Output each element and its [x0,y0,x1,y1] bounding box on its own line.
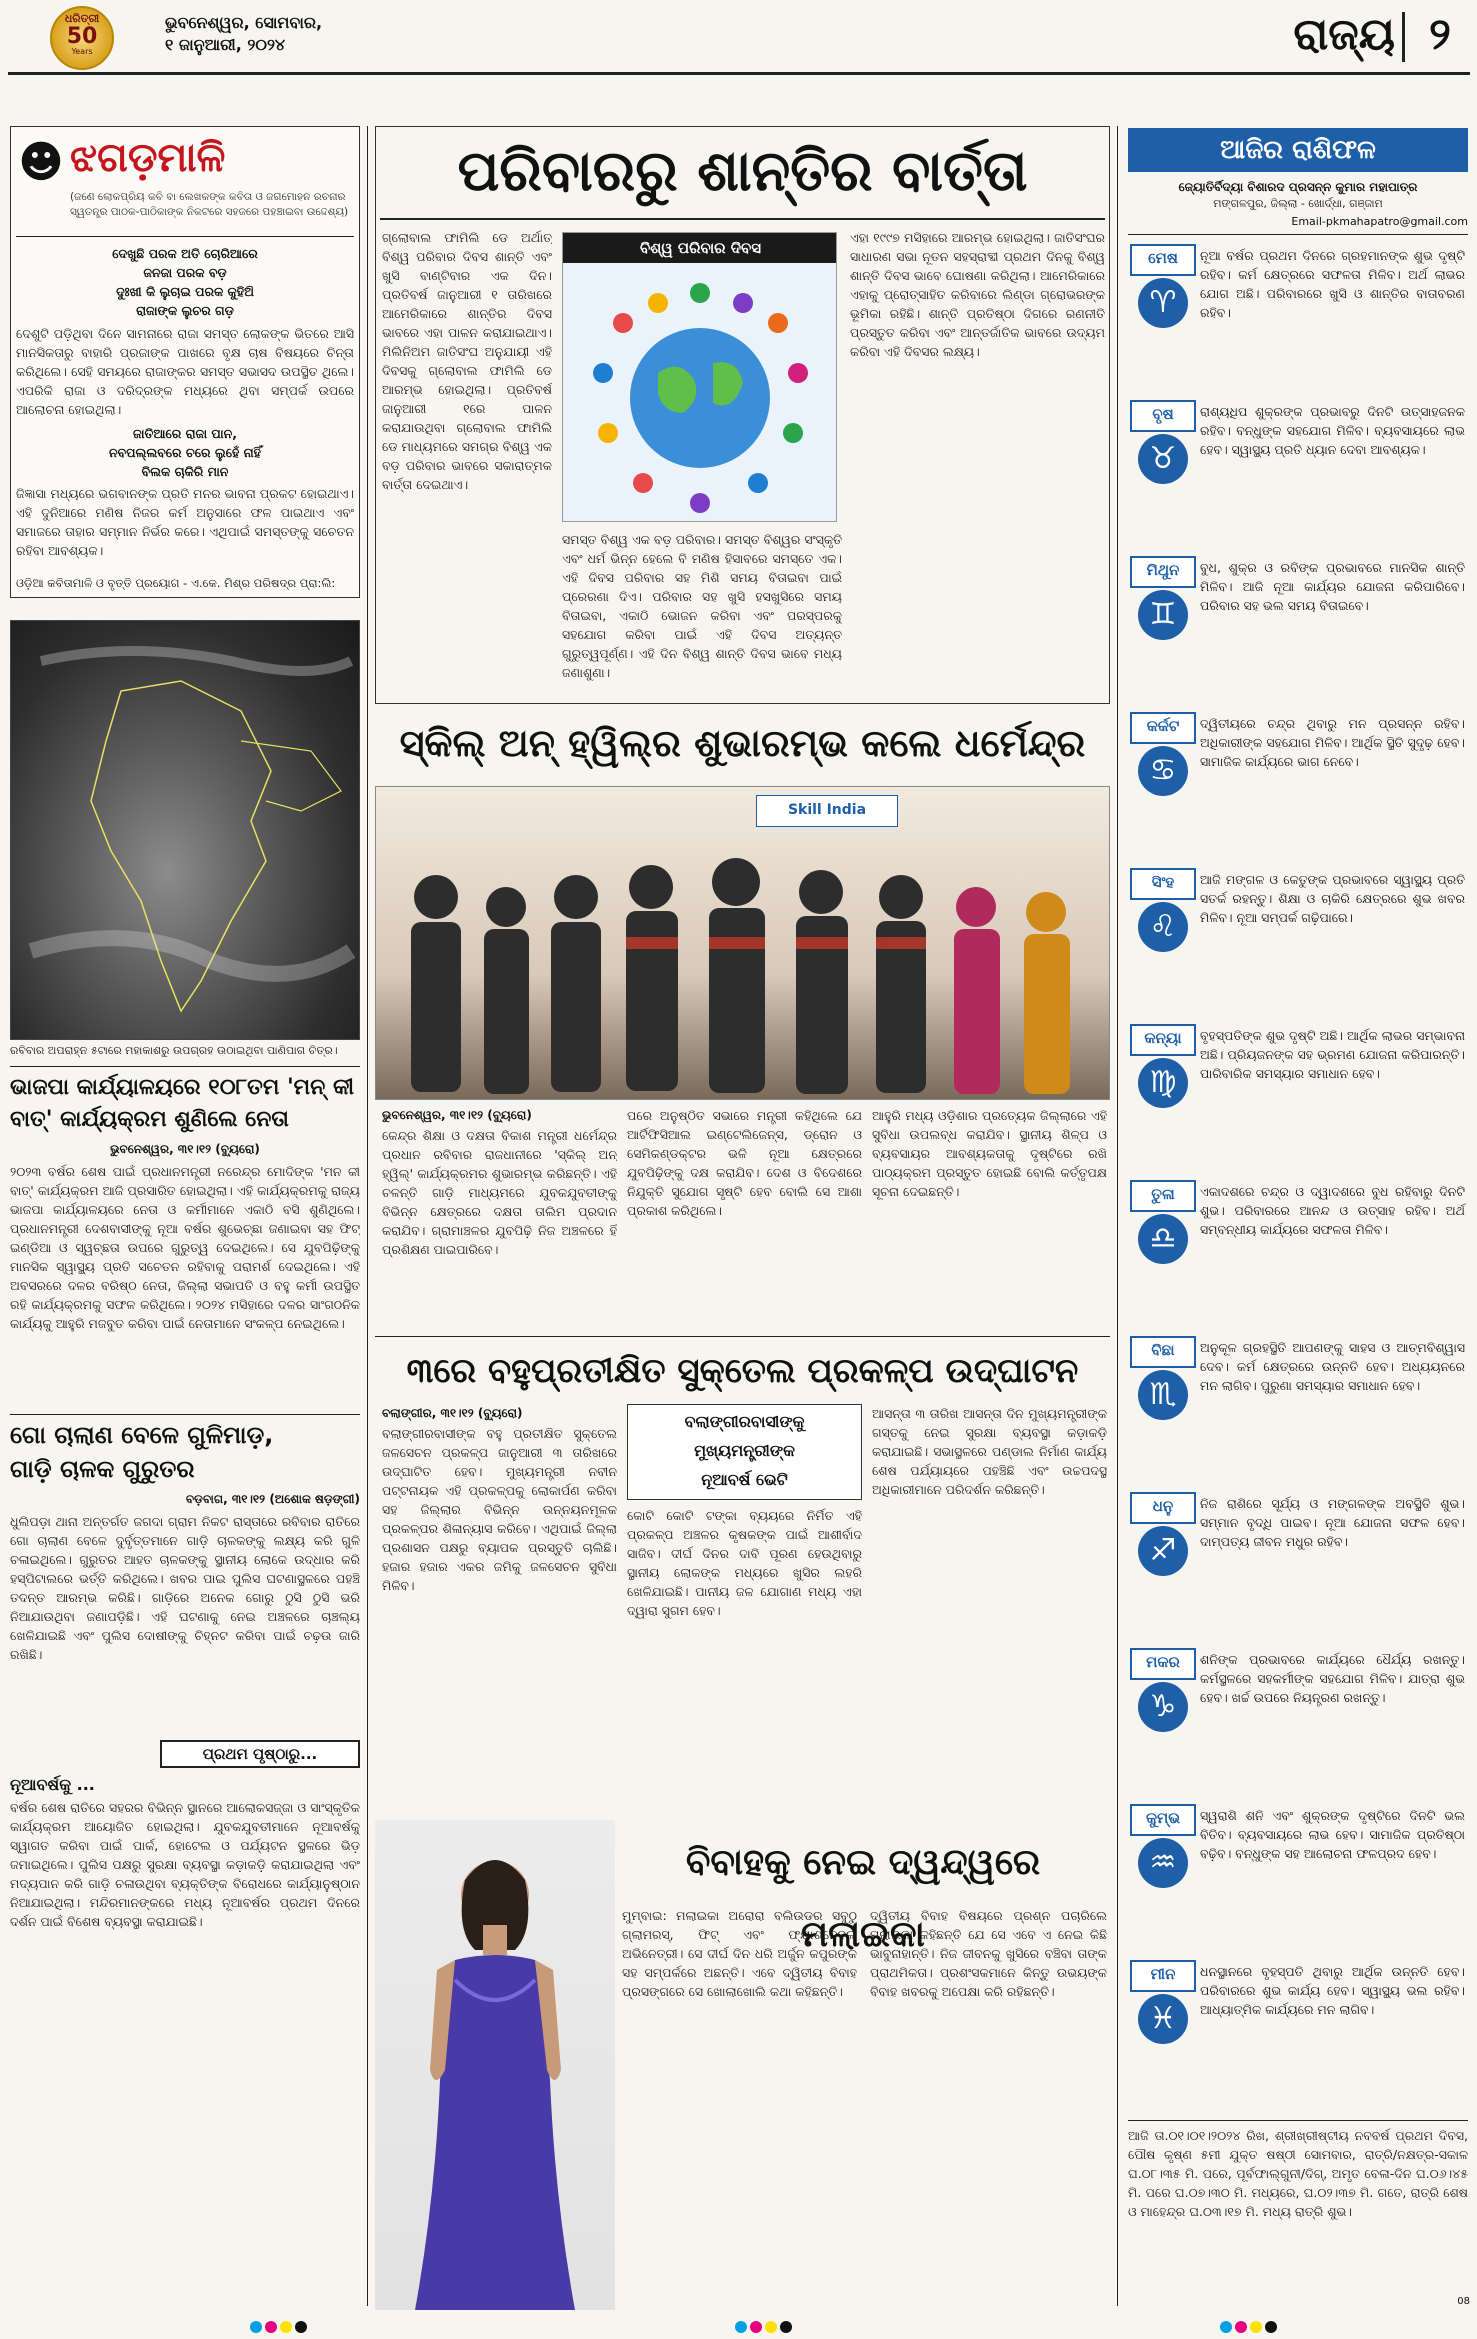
satellite-weather-image [10,620,360,1040]
zodiac-symbol-icon: ♌ [1138,902,1188,952]
panjika-rule [1128,2120,1468,2121]
zodiac-name: ମୀନ [1130,1960,1196,1992]
zodiac-prediction: ନୂଆ ବର୍ଷର ପ୍ରଥମ ଦିନରେ ଗ୍ରହମାନଙ୍କ ଶୁଭ ଦୃଷ୍ଟି ରହିବ। କର୍ମ କ୍ଷେତ୍ରରେ ସଫଳତା ମିଳିବ। ଅର୍ଥ ଲାଭର ଯୋଗ ଅଛି। ପରିବାରରେ ଖୁସି ଓ ଶାନ୍ତିର ବାତାବରଣ ରହିବ। [1200,248,1465,320]
rashiphala-rule [1128,234,1468,235]
india-outline-map [11,621,360,1040]
header-page-divider [1402,12,1405,62]
sukhtel-sub-headline-box [627,1404,862,1500]
zodiac-name: ମକର [1130,1648,1196,1680]
rashiphala-address: ମଙ୍ଗଳପୁର, ଜିଲ୍ଲା - ଖୋର୍ଦ୍ଧା, ଗଞ୍ଜାମ [1213,197,1383,210]
zodiac-row [1130,1180,1465,1330]
zodiac-prediction: ସ୍ୱରାଶି ଶନି ଏବଂ ଶୁକ୍ରଙ୍କ ଦୃଷ୍ଟିରେ ଦିନଟି ଭଲ ବିତିବ। ବ୍ୟବସାୟରେ ଲାଭ ହେବ। ସାମାଜିକ ପ୍ରତିଷ୍ଠା ବଢ଼ିବ। ବନ୍ଧୁଙ୍କ ସହ ଆଲୋଚନା ଫଳପ୍ରଦ ହେବ। [1200,1808,1465,1861]
jhagada-subtitle: (ଜଣେ ଲୋକପ୍ରିୟ କବି ବା ଲେଖକଙ୍କ କବିତା ଓ ଜଗମୋହନ ରଚନାର ସ୍ୱତନ୍ତ୍ର ପାଠକ-ପାଠିକାଙ୍କ ନିକଟରେ ସହଜରେ ପହଞ୍ଚାଇବା ଉଦ୍ଦେଶ୍ୟ) [70,191,349,218]
rashiphala-title-bar [1128,128,1468,172]
family-col-4: ଏହା ୧୯୯୭ ମସିହାରେ ଆରମ୍ଭ ହୋଇଥିଲା। ଜାତିସଂଘର ସାଧାରଣ ସଭା ନୂତନ ସହସ୍ରାବ୍ଦୀ ପ୍ରଥମ ଦିନକୁ ବିଶ୍ୱ ଶାନ୍ତି ଦିବସ ଭାବେ ଘୋଷଣା କରିଥିଲା। ଆମେରିକାରେ ଏହାକୁ ପ୍ରୋତ୍ସାହିତ କରିବାରେ ଲିଣ୍ଡା ଗ୍ରୋଭରଙ୍କ ଭୂମିକା ରହିଛି। ଶାନ୍ତି ପ୍ରତିଷ୍ଠା ଦିଗରେ ରଣନୀତି ପ୍ରସ୍ତୁତ କରିବା ଏବଂ ଆନ୍ତର୍ଜାତିକ ଭାବରେ ଉଦ୍ୟମ କରିବା ଏହି ଦିବସର ଲକ୍ଷ୍ୟ। [850,230,1105,359]
zodiac-prediction: ନିଜ ରାଶିରେ ସୂର୍ଯ୍ୟ ଓ ମଙ୍ଗଳଙ୍କ ଅବସ୍ଥିତି ଶୁଭ। ସମ୍ମାନ ବୃଦ୍ଧି ପାଇବ। ନୂଆ ଯୋଜନା ସଫଳ ହେବ। ଦାମ୍ପତ୍ୟ ଜୀବନ ମଧୁର ରହିବ। [1200,1496,1465,1549]
prathama-subhead: ନୂଆବର୍ଷକୁ ... [10,1775,95,1794]
zodiac-symbol-icon: ♈ [1138,278,1188,328]
zodiac-prediction: ଆଜି ମଙ୍ଗଳ ଓ କେତୁଙ୍କ ପ୍ରଭାବରେ ସ୍ୱାସ୍ଥ୍ୟ ପ୍ରତି ସତର୍କ ରହନ୍ତୁ। ଶିକ୍ଷା ଓ ଚାକିରି କ୍ଷେତ୍ରରେ ଶୁଭ ଖବର ମିଳିବ। ନୂଆ ସମ୍ପର୍କ ଗଢ଼ିପାରେ। [1200,872,1465,925]
page-number: ୨ [1429,9,1451,60]
malaika-col-1: ମୁମ୍ବାଇ: ମଲାଇକା ଅରୋରା ବଲିଉଡର ସବୁଠୁ ଗ୍ଲାମରସ୍, ଫିଟ୍ ଏବଂ ଫ୍ୟାଶନେବଲ ଅଭିନେତ୍ରୀ। ସେ ଦୀର୍ଘ ଦିନ ଧରି ଅର୍ଜୁନ କପୁରଙ୍କ ସହ ସମ୍ପର୍କରେ ଅଛନ୍ତି। ଏବେ ଦ୍ୱିତୀୟ ବିବାହ ପ୍ରସଙ୍ଗରେ ସେ ଖୋଲାଖୋଲି କଥା କହିଛନ୍ତି। [622,1908,857,1999]
bjp-dateline: ଭୁବନେଶ୍ୱର, ୩୧।୧୨ (ବ୍ୟୁରୋ) [110,1142,260,1156]
skill-banner: Skill India [756,795,898,827]
zodiac-symbol-icon: ♐ [1138,1526,1188,1576]
jhagada-rule [16,236,354,237]
zodiac-prediction: ଶନିଙ୍କ ପ୍ରଭାବରେ କାର୍ଯ୍ୟରେ ଧୈର୍ଯ୍ୟ ରଖନ୍ତୁ। କର୍ମସ୍ଥଳରେ ସହକର୍ମୀଙ୍କ ସହଯୋଗ ମିଳିବ। ଯାତ୍ରା ଶୁଭ ହେବ। ଖର୍ଚ୍ଚ ଉପରେ ନିୟନ୍ତ୍ରଣ ରଖନ୍ତୁ। [1200,1652,1465,1705]
zodiac-symbol-icon: ♎ [1138,1214,1188,1264]
family-col-1: ଗ୍ଲୋବାଲ ଫାମିଲି ଡେ ଅର୍ଥାତ୍ ବିଶ୍ୱ ପରିବାର ଦିବସ ଶାନ୍ତି ଏବଂ ଖୁସି ବାଣ୍ଟିବାର ଏକ ଦିନ। ପ୍ରତିବର୍ଷ ଜାନୁଆରୀ ୧ ତାରିଖରେ ଆମେରିକାରେ ଶାନ୍ତିର ଦିବସ ଭାବରେ ଏହା ପାଳନ କରାଯାଇଥାଏ। ମିଲିନିଅମ ଜାତିସଂଘ ଅନୁଯାୟୀ ଏହି ଦିବସକୁ ଗ୍ଲୋବାଲ ଫାମିଲି ଡେ ଆରମ୍ଭ ହୋଇଥିଲା। ପ୍ରତିବର୍ଷ ଜାନୁଆରୀ ୧ରେ ପାଳନ କରାଯାଉଥିବା ଗ୍ଲୋବାଲ ଫାମିଲି ଡେ ମାଧ୍ୟମରେ ସମଗ୍ର ବିଶ୍ୱ ଏକ ବଡ଼ ପରିବାର ଭାବରେ ସକାରାତ୍ମକ ବାର୍ତ୍ତା ଦେଇଥାଏ। [382,230,552,492]
zodiac-name: ମେଷ [1130,244,1196,276]
prathama-label-box [160,1740,360,1768]
family-image [562,232,837,522]
logo-years-sub: Years [71,47,93,56]
shooting-top-rule [10,1414,360,1415]
zodiac-name: କୁମ୍ଭ [1130,1804,1196,1836]
zodiac-name: ବିଛା [1130,1336,1196,1368]
zodiac-prediction: ଏକାଦଶରେ ଚନ୍ଦ୍ର ଓ ଦ୍ୱାଦଶରେ ବୁଧ ରହିବାରୁ ଦିନଟି ଶୁଭ। ପରିବାରରେ ଆନନ୍ଦ ଓ ଉତ୍ସାହ ରହିବ। ଅର୍ଥ ସମ୍ବନ୍ଧୀୟ କାର୍ଯ୍ୟରେ ସଫଳତା ମିଳିବ। [1200,1184,1465,1237]
sukhtel-col-2: କୋଟି କୋଟି ଟଙ୍କା ବ୍ୟୟରେ ନିର୍ମିତ ଏହି ପ୍ରକଳ୍ପ ଅଞ୍ଚଳର କୃଷକଙ୍କ ପାଇଁ ଆଶୀର୍ବାଦ ସାଜିବ। ଦୀର୍ଘ ଦିନର ଦାବି ପୂରଣ ହେଉଥିବାରୁ ସ୍ଥାନୀୟ ଲୋକଙ୍କ ମଧ୍ୟରେ ଖୁସିର ଲହରି ଖେଳିଯାଇଛି। ପାନୀୟ ଜଳ ଯୋଗାଣ ମଧ୍ୟ ଏହା ଦ୍ୱାରା ସୁଗମ ହେବ। [627,1508,862,1618]
malaika-silhouette [375,1820,615,2310]
panjika-text: ଆଜି ତା.୦୧।୦୧।୨୦୨୪ ରିଖ, ଶ୍ରୀଖ୍ରୀଷ୍ଟୀୟ ନବବର୍ଷ ପ୍ରଥମ ଦିବସ, ପୌଷ କୃଷ୍ଣ ୫ମୀ ଯୁକ୍ତ ଷଷ୍ଠୀ ସୋମବାର, ରାତ୍ରି/ନକ୍ଷତ୍ର-ସକାଳ ଘ.୦୮।୩୫ ମି. ପରେ, ପୂର୍ବଫାଲ୍‌ଗୁନୀ/ଦିଗ୍, ଅମୃତ ବେଳା-ଦିନ ଘ.୦୬।୪୫ ମି. ପରେ ଘ.୦୭।୩୦ ମି. ମଧ୍ୟରେ, ଘ.୦୨।୩୭ ମି. ଗତେ, ରାତ୍ରି ଶେଷ ଓ ମାହେନ୍ଦ୍ର ଘ.୦୩।୧୭ ମି. ମଧ୍ୟ ରାତ୍ରି ଶୁଭ। [1128,2128,1468,2219]
logo-emblem [50,6,114,70]
jhagada-verse-1: ଦେଖୁଛି ପରକ ଅତି ଚୋରିଆରେ ଜନଜା ପରକ ବଡ଼ ଦୁଃଖୀ କି ଲୁଚାଇ ପରକ କୁହିଅି ରାଜାଙ୍କ ଲୁଚର ଗଡ଼ [112,246,258,318]
zodiac-row [1130,1648,1465,1798]
zodiac-prediction: ଦ୍ୱିତୀୟରେ ଚନ୍ଦ୍ର ଥିବାରୁ ମନ ପ୍ରସନ୍ନ ରହିବ। ଅଧିକାରୀଙ୍କ ସହଯୋଗ ମିଳିବ। ଆର୍ଥିକ ସ୍ଥିତି ସୁଦୃଢ଼ ହେବ। ସାମାଜିକ କାର୍ଯ୍ୟରେ ଭାଗ ନେବେ। [1200,716,1465,769]
zodiac-name: ସିଂହ [1130,868,1196,900]
sukhtel-top-rule [375,1336,1110,1337]
sukhtel-col-3: ଆସନ୍ତା ୩ ତାରିଖ ଆସନ୍ତା ଦିନ ମୁଖ୍ୟମନ୍ତ୍ରୀଙ୍କ ଗସ୍ତକୁ ନେଇ ସୁରକ୍ଷା ବ୍ୟବସ୍ଥା କଡ଼ାକଡ଼ି କରାଯାଇଛି। ସଭାସ୍ଥଳରେ ପଣ୍ଡାଲ ନିର୍ମାଣ କାର୍ଯ୍ୟ ଶେଷ ପର୍ଯ୍ୟାୟରେ ପହଞ୍ଚିଛି ଏବଂ ଉଚ୍ଚପଦସ୍ଥ ଅଧିକାରୀମାନେ ପରିଦର୍ଶନ କରିଛନ୍ତି। [872,1406,1107,1497]
zodiac-name: ବୃଷ [1130,400,1196,432]
prathama-body: ବର୍ଷର ଶେଷ ରାତିରେ ସହରର ବିଭିନ୍ନ ସ୍ଥାନରେ ଆଲୋକସଜ୍ଜା ଓ ସାଂସ୍କୃତିକ କାର୍ଯ୍ୟକ୍ରମ ଆୟୋଜିତ ହୋଇଥିଲା। ଯୁବକଯୁବତୀମାନେ ନୂଆବର୍ଷକୁ ସ୍ୱାଗତ କରିବା ପାଇଁ ପାର୍କ, ହୋଟେଲ ଓ ପର୍ଯ୍ୟଟନ ସ୍ଥଳରେ ଭିଡ଼ ଜମାଇଥିଲେ। ପୁଲିସ ପକ୍ଷରୁ ସୁରକ୍ଷା ବ୍ୟବସ୍ଥା କଡ଼ାକଡ଼ି କରାଯାଇଥିଲା ଏବଂ ମଦ୍ୟପାନ କରି ଗାଡ଼ି ଚଳାଉଥିବା ବ୍ୟକ୍ତିଙ୍କ ବିରୋଧରେ କାର୍ଯ୍ୟାନୁଷ୍ଠାନ ନିଆଯାଇଥିଲା। ମନ୍ଦିରମାନଙ୍କରେ ମଧ୍ୟ ନୂଆବର୍ଷର ପ୍ରଥମ ଦିନରେ ଦର୍ଶନ ପାଇଁ ବିଶେଷ ବ୍ୟବସ୍ଥା କରାଯାଇଛି। [10,1800,360,1929]
zodiac-prediction: ଧନସ୍ଥାନରେ ବୃହସ୍ପତି ଥିବାରୁ ଆର୍ଥିକ ଉନ୍ନତି ହେବ। ପରିବାରରେ ଶୁଭ କାର୍ଯ୍ୟ ହେବ। ସ୍ୱାସ୍ଥ୍ୟ ଭଲ ରହିବ। ଆଧ୍ୟାତ୍ମିକ କାର୍ଯ୍ୟରେ ମନ ଲାଗିବ। [1200,1964,1465,2017]
zodiac-row [1130,556,1465,706]
zodiac-row [1130,712,1465,862]
zodiac-row [1130,400,1465,550]
group-photo-silhouettes [376,787,1110,1100]
zodiac-symbol-icon: ♋ [1138,746,1188,796]
sukhtel-col-1: ବଲାଙ୍ଗୀରବାସୀଙ୍କ ବହୁ ପ୍ରତୀକ୍ଷିତ ସୁକ୍ତେଲ ଜଳସେଚନ ପ୍ରକଳ୍ପ ଜାନୁଆରୀ ୩ ତାରିଖରେ ଉଦ୍‌ଘାଟିତ ହେବ। ମୁଖ୍ୟମନ୍ତ୍ରୀ ନବୀନ ପଟ୍ଟନାୟକ ଏହି ପ୍ରକଳ୍ପକୁ ଲୋକାର୍ପଣ କରିବା ସହ ଜିଲ୍ଲାର ବିଭିନ୍ନ ଉନ୍ନୟନମୂଳକ ପ୍ରକଳ୍ପର ଶିଳାନ୍ୟାସ କରିବେ। ଏଥିପାଇଁ ଜିଲ୍ଲା ପ୍ରଶାସନ ପକ୍ଷରୁ ବ୍ୟାପକ ପ୍ରସ୍ତୁତି ଚାଲିଛି। ହଜାର ହଜାର ଏକର ଜମିକୁ ଜଳସେଚନ ସୁବିଧା ମିଳିବ। [382,1426,617,1593]
zodiac-row [1130,1024,1465,1174]
zodiac-row [1130,244,1465,394]
sukhtel-headline: ୩ରେ ବହୁପ୍ରତୀକ୍ଷିତ ସୁକ୍ତେଲ ପ୍ରକଳ୍ପ ଉଦ୍‌ଘାଟନ [406,1351,1079,1391]
logo-text: ଧରିତ୍ରୀ [64,12,100,25]
zodiac-name: କନ୍ୟା [1130,1024,1196,1056]
family-rule [380,218,1105,220]
zodiac-prediction: ରାଶ୍ୟଧିପ ଶୁକ୍ରଙ୍କ ପ୍ରଭାବରୁ ଦିନଟି ଉତ୍ସାହଜନକ ରହିବ। ବନ୍ଧୁଙ୍କ ସହଯୋଗ ମିଳିବ। ବ୍ୟବସାୟରେ ଲାଭ ହେବ। ସ୍ୱାସ୍ଥ୍ୟ ପ୍ରତି ଧ୍ୟାନ ଦେବା ଆବଶ୍ୟକ। [1200,404,1465,457]
family-col-2: ସମସ୍ତ ବିଶ୍ୱ ଏକ ବଡ଼ ପରିବାର। ସମସ୍ତ ବିଶ୍ୱର ସଂସ୍କୃତି ଏବଂ ଧର୍ମ ଭିନ୍ନ ହେଲେ ବି ମଣିଷ ହିସାବରେ ସମସ୍ତେ ଏକ। ଏହି ଦିବସ ପରିବାର ସହ ମିଶି ସମୟ ବିତାଇବା ପାଇଁ ପ୍ରେରଣା ଦିଏ। ପରିବାର ସହ ଖୁସି ହସଖୁସିରେ ସମୟ ବିତାଇବା, ଏକାଠି ଭୋଜନ କରିବା ଏବଂ ପରସ୍ପରକୁ ସହଯୋଗ କରିବା ପାଇଁ ଏହି ଦିବସ ଅତ୍ୟନ୍ତ ଗୁରୁତ୍ୱପୂର୍ଣ୍ଣ। ଏହି ଦିନ ବିଶ୍ୱ ଶାନ୍ତି ଦିବସ ଭାବେ ମଧ୍ୟ ଜଣାଶୁଣା। [562,532,842,680]
skill-dateline: ଭୁବନେଶ୍ୱର, ୩୧।୧୨ (ବ୍ୟୁରୋ) [382,1108,532,1122]
shooting-body: ଧୁଲିପଡ଼ା ଥାନା ଅନ୍ତର୍ଗତ ଜଗଦା ଗ୍ରାମ ନିକଟ ରାସ୍ତାରେ ରବିବାର ରାତିରେ ଗୋ ଚାଲାଣ ବେଳେ ଦୁର୍ବୃତ୍ତମାନେ ଗାଡ଼ି ଚାଳକଙ୍କୁ ଲକ୍ଷ୍ୟ କରି ଗୁଳି ଚଳାଇଥିଲେ। ଗୁରୁତର ଆହତ ଚାଳକଙ୍କୁ ସ୍ଥାନୀୟ ଲୋକେ ଉଦ୍ଧାର କରି ହସ୍ପିଟାଲରେ ଭର୍ତ୍ତି କରିଥିଲେ। ଖବର ପାଇ ପୁଲିସ ଘଟଣାସ୍ଥଳରେ ପହଞ୍ଚି ତଦନ୍ତ ଆରମ୍ଭ କରିଛି। ଗାଡ଼ିରେ ଅନେକ ଗୋରୁ ଠୁସି ଠୁସି ଭରି ନିଆଯାଉଥିବା ଜଣାପଡ଼ିଛି। ଏହି ଘଟଣାକୁ ନେଇ ଅଞ୍ଚଳରେ ଚାଞ୍ଚଲ୍ୟ ଖେଳିଯାଇଛି ଏବଂ ପୁଲିସ ଦୋଷୀଙ୍କୁ ଚିହ୍ନଟ କରିବା ପାଇଁ ଚଢ଼ଉ ଜାରି ରଖିଛି। [10,1514,360,1662]
sukhtel-sub-headline: ବଲାଙ୍ଗୀରବାସୀଙ୍କୁ ମୁଖ୍ୟମନ୍ତ୍ରୀଙ୍କ ନୂଆବର୍ଷ ଭେଟି [684,1412,805,1489]
prathama-label: ପ୍ରଥମ ପୃଷ୍ଠାରୁ... [202,1745,318,1763]
zodiac-symbol-icon: ♊ [1138,590,1188,640]
bjp-headline: ଭାଜପା କାର୍ଯ୍ୟାଳୟରେ ୧୦୮ତମ 'ମନ୍ କୀ ବାତ୍' କାର୍ଯ୍ୟକ୍ରମ ଶୁଣିଲେ ନେତା [10,1075,355,1132]
rashiphala-astrologer: ଜ୍ୟୋତିର୍ବିଦ୍ୟା ବିଶାରଦ ପ୍ରସନ୍ନ କୁମାର ମହାପାତ୍ର [1178,180,1418,194]
section-title: ରାଜ୍ୟ [1293,9,1395,60]
zodiac-symbol-icon: ♉ [1138,434,1188,484]
dateline: ଭୁବନେଶ୍ୱର, ସୋମବାର, ୧ ଜାନୁଆରୀ, ୨୦୨୪ [165,13,323,54]
bjp-top-rule [10,1066,360,1067]
rashiphala-title: ଆଜିର ରାଶିଫଳ [1220,135,1376,165]
skill-col-3: ଆହୁରି ମଧ୍ୟ ଓଡ଼ିଶାର ପ୍ରତ୍ୟେକ ଜିଲ୍ଲାରେ ଏହି ସୁବିଧା ଉପଲବ୍ଧ କରାଯିବ। ସ୍ଥାନୀୟ ଶିଳ୍ପ ଓ ବ୍ୟବସାୟର ଆବଶ୍ୟକତାକୁ ଦୃଷ୍ଟିରେ ରଖି ପାଠ୍ୟକ୍ରମ ପ୍ରସ୍ତୁତ ହୋଇଛି ବୋଲି କର୍ତ୍ତୃପକ୍ଷ ସୂଚନା ଦେଇଛନ୍ତି। [872,1108,1107,1199]
logo-years: 50 [66,24,98,49]
zodiac-name: ତୁଳା [1130,1180,1196,1212]
zodiac-symbol-icon: ♓ [1138,1994,1188,2044]
zodiac-row [1130,1492,1465,1642]
zodiac-row [1130,1960,1465,2110]
skill-photo [375,786,1110,1100]
zodiac-name: କର୍କଟ [1130,712,1196,744]
zodiac-row [1130,1804,1465,1954]
jhagada-credit: ଓଡ଼ିଆ କବିତାମାଳି ଓ ବୃତ୍ତି ପ୍ରୟୋଗ - ଏ.କେ. ମିଶ୍ର ପରିଷଦ୍‌ର ପ୍ରା:ଲି: [16,576,336,590]
zodiac-prediction: ବୃହସ୍ପତିଙ୍କ ଶୁଭ ଦୃଷ୍ଟି ଅଛି। ଆର୍ଥିକ ଲାଭର ସମ୍ଭାବନା ଅଛି। ପ୍ରିୟଜନଙ୍କ ସହ ଭ୍ରମଣ ଯୋଜନା କରିପାରନ୍ତି। ପାରିବାରିକ ସମସ୍ୟାର ସମାଧାନ ହେବ। [1200,1028,1465,1081]
malaika-headline: ବିବାହକୁ ନେଇ ଦ୍ୱନ୍ଦ୍ୱରେ ମଲାଇକା [685,1841,1041,1955]
registration-marks [90,2318,1390,2332]
zodiac-prediction: ବୁଧ, ଶୁକ୍ର ଓ ରବିଙ୍କ ପ୍ରଭାବରେ ମାନସିକ ଶାନ୍ତି ମିଳିବ। ଆଜି ନୂଆ କାର୍ଯ୍ୟର ଯୋଜନା କରିପାରିବେ। ପରିବାର ସହ ଭଲ ସମୟ ବିତାଇବେ। [1200,560,1465,613]
skill-headline: ସ୍କିଲ୍ ଅନ୍ ହ୍ୱିଲ୍‌ର ଶୁଭାରମ୍ଭ କଲେ ଧର୍ମେନ୍ଦ୍ର [399,720,1086,765]
col-divider-left [367,126,368,2306]
satellite-caption: ରବିବାର ଅପରାହ୍ନ ୫ଟାରେ ମହାକାଶରୁ ଉପଗ୍ରହ ଉଠାଇଥିବା ପାଣିପାଗ ଚିତ୍ର। [10,1044,338,1057]
col-divider-right [1117,126,1118,2306]
zodiac-symbol-icon: ♒ [1138,1838,1188,1888]
malaika-photo [375,1820,615,2310]
globe-family-illustration [563,263,837,522]
zodiac-name: ମିଥୁନ [1130,556,1196,588]
zodiac-name: ଧନୁ [1130,1492,1196,1524]
header-rule [8,72,1470,75]
footer-page-code: 08 [1457,2296,1470,2307]
jhagada-body-2: ଜିଜ୍ଞାସା ମଧ୍ୟରେ ଭଗବାନଙ୍କ ପ୍ରତି ମନର ଭାବନା ପ୍ରକଟ ହୋଇଥାଏ। ଏହି ଦୁନିଆରେ ମଣିଷ ନିଜର କର୍ମ ଅନୁସାରେ ଫଳ ପାଇଥାଏ ଏବଂ ସମାଜରେ ତାହାର ସମ୍ମାନ ନିର୍ଭର କରେ। ଏଥିପାଇଁ ସମସ୍ତଙ୍କୁ ସଚେତନ ରହିବା ଆବଶ୍ୟକ। [16,486,354,558]
skill-col-2: ପରେ ଅନୁଷ୍ଠିତ ସଭାରେ ମନ୍ତ୍ରୀ କହିଥିଲେ ଯେ ଆର୍ଟିଫିସିଆଲ ଇଣ୍ଟେଲିଜେନ୍ସ, ଡ୍ରୋନ ଓ ସେମିକଣ୍ଡକ୍ଟର ଭଳି ନୂଆ କ୍ଷେତ୍ରରେ ଯୁବପିଢ଼ିଙ୍କୁ ଦକ୍ଷ କରାଯିବ। ଦେଶ ଓ ବିଦେଶରେ ନିଯୁକ୍ତି ସୁଯୋଗ ସୃଷ୍ଟି ହେବ ବୋଲି ସେ ଆଶା ପ୍ରକାଶ କରିଥିଲେ। [627,1108,862,1218]
masthead-logo [12,6,132,68]
jhagada-body-1: ଦେଶୁଟି ପଡ଼ିଥିବା ଦିନେ ସାମନାରେ ରାଜା ସମସ୍ତ ଲୋକଙ୍କ ଭିତରେ ଆସି ମାନସିକତାରୁ ବାହାରି ପ୍ରଜାଙ୍କ ପାଖରେ ବୃକ୍ଷ ଚାଷ ବିଷୟରେ ଚିନ୍ତା କରିଥିଲେ। ସେହି ସମୟରେ ରାଜାଙ୍କର ସମସ୍ତ ସଭାସଦ ଉପସ୍ଥିତ ଥିଲେ। ଏପରିକି ରାଜା ଓ ଦରିଦ୍ରଙ୍କ ମଧ୍ୟରେ ଥିବା ସମ୍ପର୍କ ଉପରେ ଆଲୋଚନା ହୋଇଥିଲା। [16,326,354,417]
zodiac-prediction: ଅନୁକୂଳ ଗ୍ରହସ୍ଥିତି ଆପଣଙ୍କୁ ସାହସ ଓ ଆତ୍ମବିଶ୍ୱାସ ଦେବ। କର୍ମ କ୍ଷେତ୍ରରେ ଉନ୍ନତି ହେବ। ଅଧ୍ୟୟନରେ ମନ ଲାଗିବ। ପୁରୁଣା ସମସ୍ୟାର ସମାଧାନ ହେବ। [1200,1340,1465,1393]
zodiac-symbol-icon: ♑ [1138,1682,1188,1732]
family-image-label: ବିଶ୍ୱ ପରିବାର ଦିବସ [563,233,837,263]
zodiac-row [1130,1336,1465,1486]
rashiphala-email: Email-pkmahapatro@gmail.com [1291,215,1468,228]
shooting-dateline: ବଡ଼ବାଗ, ୩୧।୧୨ (ଅଶୋକ ଷଡ଼ଙ୍ଗୀ) [185,1492,360,1506]
malaika-col-2: ଦ୍ୱିତୀୟ ବିବାହ ବିଷୟରେ ପ୍ରଶ୍ନ ପଚାରିଲେ ମଲାଇକା କହିଛନ୍ତି ଯେ ସେ ଏବେ ଏ ନେଇ କିଛି ଭାବୁନାହାନ୍ତି। ନିଜ ଜୀବନକୁ ଖୁସିରେ ବଞ୍ଚିବା ତାଙ୍କ ପ୍ରାଥମିକତା। ପ୍ରଶଂସକମାନେ କିନ୍ତୁ ଉଭୟଙ୍କ ବିବାହ ଖବରକୁ ଅପେକ୍ଷା କରି ରହିଛନ୍ତି। [870,1908,1107,1999]
family-headline: ପରିବାରରୁ ଶାନ୍ତିର ବାର୍ତ୍ତା [457,138,1028,204]
bjp-body: ୨୦୨୩ ବର୍ଷର ଶେଷ ପାଇଁ ପ୍ରଧାନମନ୍ତ୍ରୀ ନରେନ୍ଦ୍ର ମୋଦିଙ୍କ 'ମନ କୀ ବାତ୍' କାର୍ଯ୍ୟକ୍ରମ ଆଜି ପ୍ରସାରିତ ହୋଇଥିଲା। ଏହି କାର୍ଯ୍ୟକ୍ରମକୁ ରାଜ୍ୟ ଭାଜପା କାର୍ଯ୍ୟାଳୟରେ ନେତା ଓ କର୍ମୀମାନେ ଏକାଠି ବସି ଶୁଣିଥିଲେ। ପ୍ରଧାନମନ୍ତ୍ରୀ ଦେଶବାସୀଙ୍କୁ ନୂଆ ବର୍ଷର ଶୁଭେଚ୍ଛା ଜଣାଇବା ସହ ଫିଟ୍ ଇଣ୍ଡିଆ ଓ ସ୍ୱଚ୍ଛତା ଉପରେ ଗୁରୁତ୍ୱ ଦେଇଥିଲେ। ସେ ଯୁବପିଢ଼ିଙ୍କୁ ମାନସିକ ସ୍ୱାସ୍ଥ୍ୟ ପ୍ରତି ସଚେତନ ରହିବାକୁ ପରାମର୍ଶ ଦେଇଥିଲେ। ଏହି ଅବସରରେ ଦଳର ବରିଷ୍ଠ ନେତା, ଜିଲ୍ଲା ସଭାପତି ଓ ବହୁ କର୍ମୀ ଉପସ୍ଥିତ ରହି କାର୍ଯ୍ୟକ୍ରମକୁ ସଫଳ କରିଥିଲେ। ୨୦୨୪ ମସିହାରେ ଦଳର ସାଂଗଠନିକ କାର୍ଯ୍ୟକୁ ଆହୁରି ମଜବୁତ କରିବା ପାଇଁ ନେତାମାନେ ସଂକଳ୍ପ ନେଇଥିଲେ। [10,1164,360,1331]
sukhtel-dateline: ବଲାଙ୍ଗୀର, ୩୧।୧୨ (ବ୍ୟୁରୋ) [382,1406,523,1420]
zodiac-symbol-icon: ♍ [1138,1058,1188,1108]
jhagada-cartoon-icon: ☻ [18,137,64,188]
skill-col-1: କେନ୍ଦ୍ର ଶିକ୍ଷା ଓ ଦକ୍ଷତା ବିକାଶ ମନ୍ତ୍ରୀ ଧର୍ମେନ୍ଦ୍ର ପ୍ରଧାନ ରବିବାର ରାଜଧାନୀରେ 'ସ୍କିଲ୍ ଅନ୍ ହ୍ୱିଲ୍' କାର୍ଯ୍ୟକ୍ରମର ଶୁଭାରମ୍ଭ କରିଛନ୍ତି। ଏହି ଚଳନ୍ତି ଗାଡ଼ି ମାଧ୍ୟମରେ ଯୁବକଯୁବତୀଙ୍କୁ ବିଭିନ୍ନ କ୍ଷେତ୍ରରେ ଦକ୍ଷତା ତାଲିମ ପ୍ରଦାନ କରାଯିବ। ଗ୍ରାମାଞ୍ଚଳର ଯୁବପିଢ଼ି ନିଜ ଅଞ୍ଚଳରେ ହିଁ ପ୍ରଶିକ୍ଷଣ ପାଇପାରିବେ। [382,1128,617,1257]
jhagada-verse-2: ଜାତିଆରେ ରାଜା ପାନ, ନବପଲ୍ଲବରେ ଚରେ ଲୁହେଁ ନାହିଁ ବିଲକ ଚାକିରି ମାନ [109,426,261,479]
zodiac-row [1130,868,1465,1018]
shooting-headline: ଗୋ ଚାଲାଣ ବେଳେ ଗୁଳିମାଡ଼, ଗାଡ଼ି ଚାଳକ ଗୁରୁତର [10,1421,274,1483]
jhagada-title: ଝଗଡ଼ମାଳି [70,134,226,181]
zodiac-symbol-icon: ♏ [1138,1370,1188,1420]
